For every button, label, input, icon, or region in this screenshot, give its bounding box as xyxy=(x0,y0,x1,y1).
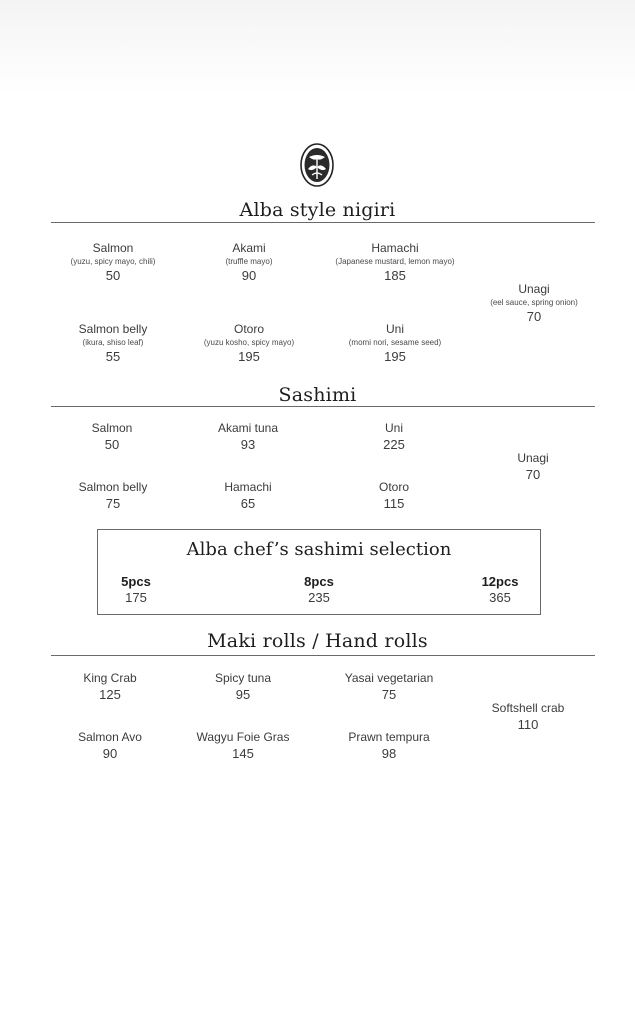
item-price: 70 xyxy=(526,309,542,324)
item-price: 90 xyxy=(102,746,118,761)
alba-leaf-emblem-icon xyxy=(300,143,334,187)
item-name: Uni xyxy=(385,322,404,336)
option-pieces: 5pcs xyxy=(121,574,151,589)
item-name: Hamachi xyxy=(224,480,272,494)
item-name: Otoro xyxy=(378,480,409,494)
item-price: 125 xyxy=(99,687,121,702)
item-price: 90 xyxy=(241,268,257,283)
item-price: 65 xyxy=(240,496,256,511)
item-price: 115 xyxy=(383,496,405,511)
nigiri-divider xyxy=(51,222,595,223)
menu-item xyxy=(299,729,479,762)
item-name: Uni xyxy=(384,421,403,435)
item-price: 75 xyxy=(381,687,397,702)
item-price: 70 xyxy=(525,467,541,482)
item-description: (truffle mayo) xyxy=(225,257,273,266)
item-name: Salmon belly xyxy=(78,322,148,336)
item-name: Akami xyxy=(232,241,266,255)
item-price: 50 xyxy=(105,268,121,283)
item-name: Otoro xyxy=(233,322,264,336)
item-name: Softshell crab xyxy=(491,701,565,715)
item-description: (ikura, shiso leaf) xyxy=(82,338,144,347)
item-price: 93 xyxy=(240,437,256,452)
option-price: 235 xyxy=(308,590,330,605)
selection-option xyxy=(86,574,186,606)
item-description: (eel sauce, spring onion) xyxy=(490,298,578,307)
option-price: 175 xyxy=(125,590,147,605)
item-name: Spicy tuna xyxy=(214,671,272,685)
menu-item xyxy=(305,321,485,365)
menu-item xyxy=(299,670,479,703)
sashimi-divider xyxy=(51,406,595,407)
item-price: 95 xyxy=(235,687,251,702)
item-price: 225 xyxy=(383,437,405,452)
option-price: 365 xyxy=(489,590,511,605)
item-name: Salmon xyxy=(91,421,133,435)
rolls-section-title: Maki rolls / Hand rolls xyxy=(207,630,428,652)
item-description: (momi nori, sesame seed) xyxy=(348,338,442,347)
item-name: Prawn tempura xyxy=(348,730,430,744)
item-name: King Crab xyxy=(83,671,137,685)
item-name: Hamachi xyxy=(371,241,419,255)
item-description: (yuzu, spicy mayo, chili) xyxy=(70,257,156,266)
item-description: (Japanese mustard, lemon mayo) xyxy=(335,257,455,266)
item-name: Yasai vegetarian xyxy=(344,671,434,685)
chef-selection-title: Alba chef’s sashimi selection xyxy=(186,539,452,560)
item-description: (yuzu kosho, spicy mayo) xyxy=(203,338,295,347)
item-price: 195 xyxy=(384,349,406,364)
item-price: 98 xyxy=(381,746,397,761)
top-fade xyxy=(0,0,635,95)
sashimi-section-title: Sashimi xyxy=(278,384,357,406)
menu-item xyxy=(305,240,485,284)
menu-item xyxy=(304,479,484,512)
item-name: Unagi xyxy=(518,282,550,296)
item-price: 145 xyxy=(232,746,254,761)
item-name: Salmon belly xyxy=(78,480,148,494)
item-price: 50 xyxy=(104,437,120,452)
rolls-divider xyxy=(51,655,595,656)
item-price: 195 xyxy=(238,349,260,364)
option-pieces: 12pcs xyxy=(481,574,519,589)
item-name: Salmon Avo xyxy=(78,730,142,744)
item-price: 55 xyxy=(105,349,121,364)
nigiri-section-title: Alba style nigiri xyxy=(239,199,396,221)
selection-option xyxy=(450,574,550,606)
item-name: Unagi xyxy=(517,451,549,465)
menu-item xyxy=(304,420,484,453)
item-name: Salmon xyxy=(92,241,134,255)
item-name: Wagyu Foie Gras xyxy=(196,730,290,744)
menu-item xyxy=(444,281,624,325)
item-price: 185 xyxy=(384,268,406,283)
option-pieces: 8pcs xyxy=(304,574,334,589)
item-name: Akami tuna xyxy=(217,421,279,435)
item-price: 75 xyxy=(105,496,121,511)
item-price: 110 xyxy=(517,717,539,732)
chef-selection-box xyxy=(97,529,541,615)
selection-option xyxy=(269,574,369,606)
